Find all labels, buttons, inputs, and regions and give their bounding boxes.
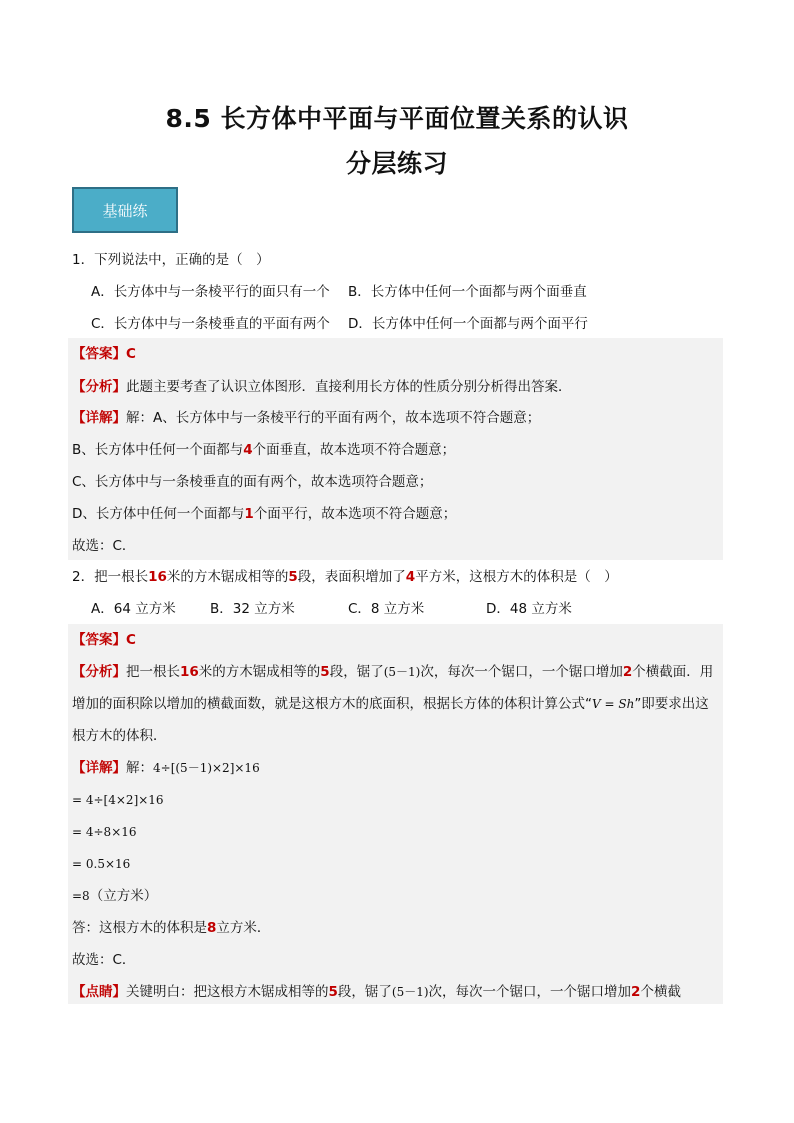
answer-value: C bbox=[126, 632, 136, 648]
number: 16 bbox=[180, 664, 199, 680]
detail-text: B、长方体中任何一个面都与 bbox=[72, 442, 244, 458]
analysis-text: 增加的面积除以增加的横截面数，就是这根方木的底面积，根据长方体的体积计算公式“ bbox=[72, 696, 592, 712]
point-tag: 【点睛】 bbox=[72, 984, 126, 1000]
number: 1 bbox=[244, 506, 254, 522]
detail-text: 个面垂直，故本选项不符合题意； bbox=[252, 442, 456, 458]
q2-option-b: B．32 立方米 bbox=[210, 601, 295, 617]
analysis-text: 个横截面．用 bbox=[632, 664, 714, 680]
analysis-text: 段，锯了 bbox=[329, 664, 384, 680]
analysis-text: 此题主要考查了认识立体图形．直接利用长方体的性质分别分析得出答案． bbox=[126, 379, 572, 395]
answer-value: C bbox=[126, 346, 136, 362]
q1-detail-c: C、长方体中与一条棱垂直的面有两个，故本选项符合题意； bbox=[72, 474, 433, 490]
analysis-text: 次，每次一个锯口，一个锯口增加 bbox=[420, 664, 623, 680]
detail-text: 解：A、长方体中与一条棱平行的平面有两个，故本选项不符合题意； bbox=[126, 410, 541, 426]
section-label-text: 基础练 bbox=[102, 201, 148, 220]
point-text: 个横截 bbox=[640, 984, 681, 1000]
analysis-tag: 【分析】 bbox=[72, 379, 126, 395]
number: 5 bbox=[320, 664, 330, 680]
q1-option-d: D．长方体中任何一个面都与两个面平行 bbox=[348, 316, 588, 332]
math-step-4: = 0.5×16 bbox=[72, 857, 131, 871]
q2-analysis bbox=[72, 662, 713, 682]
q1-option-c: C．长方体中与一条棱垂直的平面有两个 bbox=[91, 316, 330, 332]
number: 2 bbox=[622, 664, 633, 680]
q1-option-a: A．长方体中与一条棱平行的面只有一个 bbox=[91, 284, 330, 300]
q2-analysis-line3: 根方木的体积． bbox=[72, 728, 167, 744]
q1-analysis bbox=[72, 377, 572, 397]
stem-text: 平方米，这根方木的体积是（ ） bbox=[415, 569, 618, 585]
reply-text: 答：这根方木的体积是 bbox=[72, 920, 207, 936]
q1-choose: 故选：C． bbox=[72, 538, 136, 554]
q2-detail bbox=[72, 758, 260, 778]
math-expression: (5－1) bbox=[383, 665, 421, 679]
q2-choose: 故选：C． bbox=[72, 952, 136, 968]
point-text: 次，每次一个锯口，一个锯口增加 bbox=[428, 984, 632, 1000]
number: 5 bbox=[328, 984, 338, 1000]
math-expression: (5－1) bbox=[391, 985, 429, 999]
page-title: 8.5 长方体中平面与平面位置关系的认识 bbox=[165, 104, 629, 133]
formula: V = Sh bbox=[592, 697, 635, 711]
section-label-basic bbox=[72, 187, 178, 233]
number: 8 bbox=[207, 920, 217, 936]
answer-tag: 【答案】 bbox=[72, 632, 126, 648]
analysis-text: 把一根长 bbox=[126, 664, 180, 680]
stem-text: 段，表面积增加了 bbox=[297, 569, 406, 585]
number: 4 bbox=[405, 569, 416, 585]
detail-text: 解： bbox=[126, 760, 153, 776]
q2-stem bbox=[72, 567, 618, 587]
q2-option-c: C．8 立方米 bbox=[348, 601, 425, 617]
q2-option-d: D．48 立方米 bbox=[486, 601, 572, 617]
q1-answer bbox=[72, 344, 136, 364]
math-step-3: = 4÷8×16 bbox=[72, 825, 137, 839]
q1-stem: 1．下列说法中，正确的是（ ） bbox=[72, 252, 270, 268]
analysis-tag: 【分析】 bbox=[72, 664, 126, 680]
q1-detail-b bbox=[72, 440, 455, 460]
math-step-5 bbox=[72, 886, 157, 906]
number: 4 bbox=[243, 442, 253, 458]
q1-detail bbox=[72, 408, 540, 428]
math-step-2: = 4÷[4×2]×16 bbox=[72, 793, 164, 807]
detail-text: 个面平行，故本选项不符合题意； bbox=[253, 506, 457, 522]
q2-point bbox=[72, 982, 681, 1002]
number: 5 bbox=[288, 569, 298, 585]
math-step-1: 4÷[(5－1)×2]×16 bbox=[153, 761, 260, 775]
q1-detail-d bbox=[72, 504, 456, 524]
analysis-text: ”即要求出这 bbox=[634, 696, 709, 712]
stem-text: 米的方木锯成相等的 bbox=[166, 569, 289, 585]
answer-tag: 【答案】 bbox=[72, 346, 126, 362]
number: 16 bbox=[148, 569, 167, 585]
q1-option-b: B．长方体中任何一个面都与两个面垂直 bbox=[348, 284, 587, 300]
q2-option-a: A．64 立方米 bbox=[91, 601, 176, 617]
detail-tag: 【详解】 bbox=[72, 410, 126, 426]
point-text: 关键明白：把这根方木锯成相等的 bbox=[126, 984, 329, 1000]
math-result: =8 bbox=[72, 889, 90, 903]
detail-tag: 【详解】 bbox=[72, 760, 126, 776]
stem-text: 2．把一根长 bbox=[72, 569, 149, 585]
q2-answer bbox=[72, 630, 136, 650]
reply-text: 立方米． bbox=[216, 920, 271, 936]
analysis-text: 米的方木锯成相等的 bbox=[198, 664, 321, 680]
point-text: 段，锯了 bbox=[337, 984, 392, 1000]
q2-reply bbox=[72, 918, 270, 938]
q2-analysis-line2 bbox=[72, 694, 709, 714]
detail-text: D、长方体中任何一个面都与 bbox=[72, 506, 245, 522]
page-subtitle: 分层练习 bbox=[345, 149, 448, 178]
number: 2 bbox=[631, 984, 641, 1000]
unit: （立方米） bbox=[89, 888, 158, 904]
